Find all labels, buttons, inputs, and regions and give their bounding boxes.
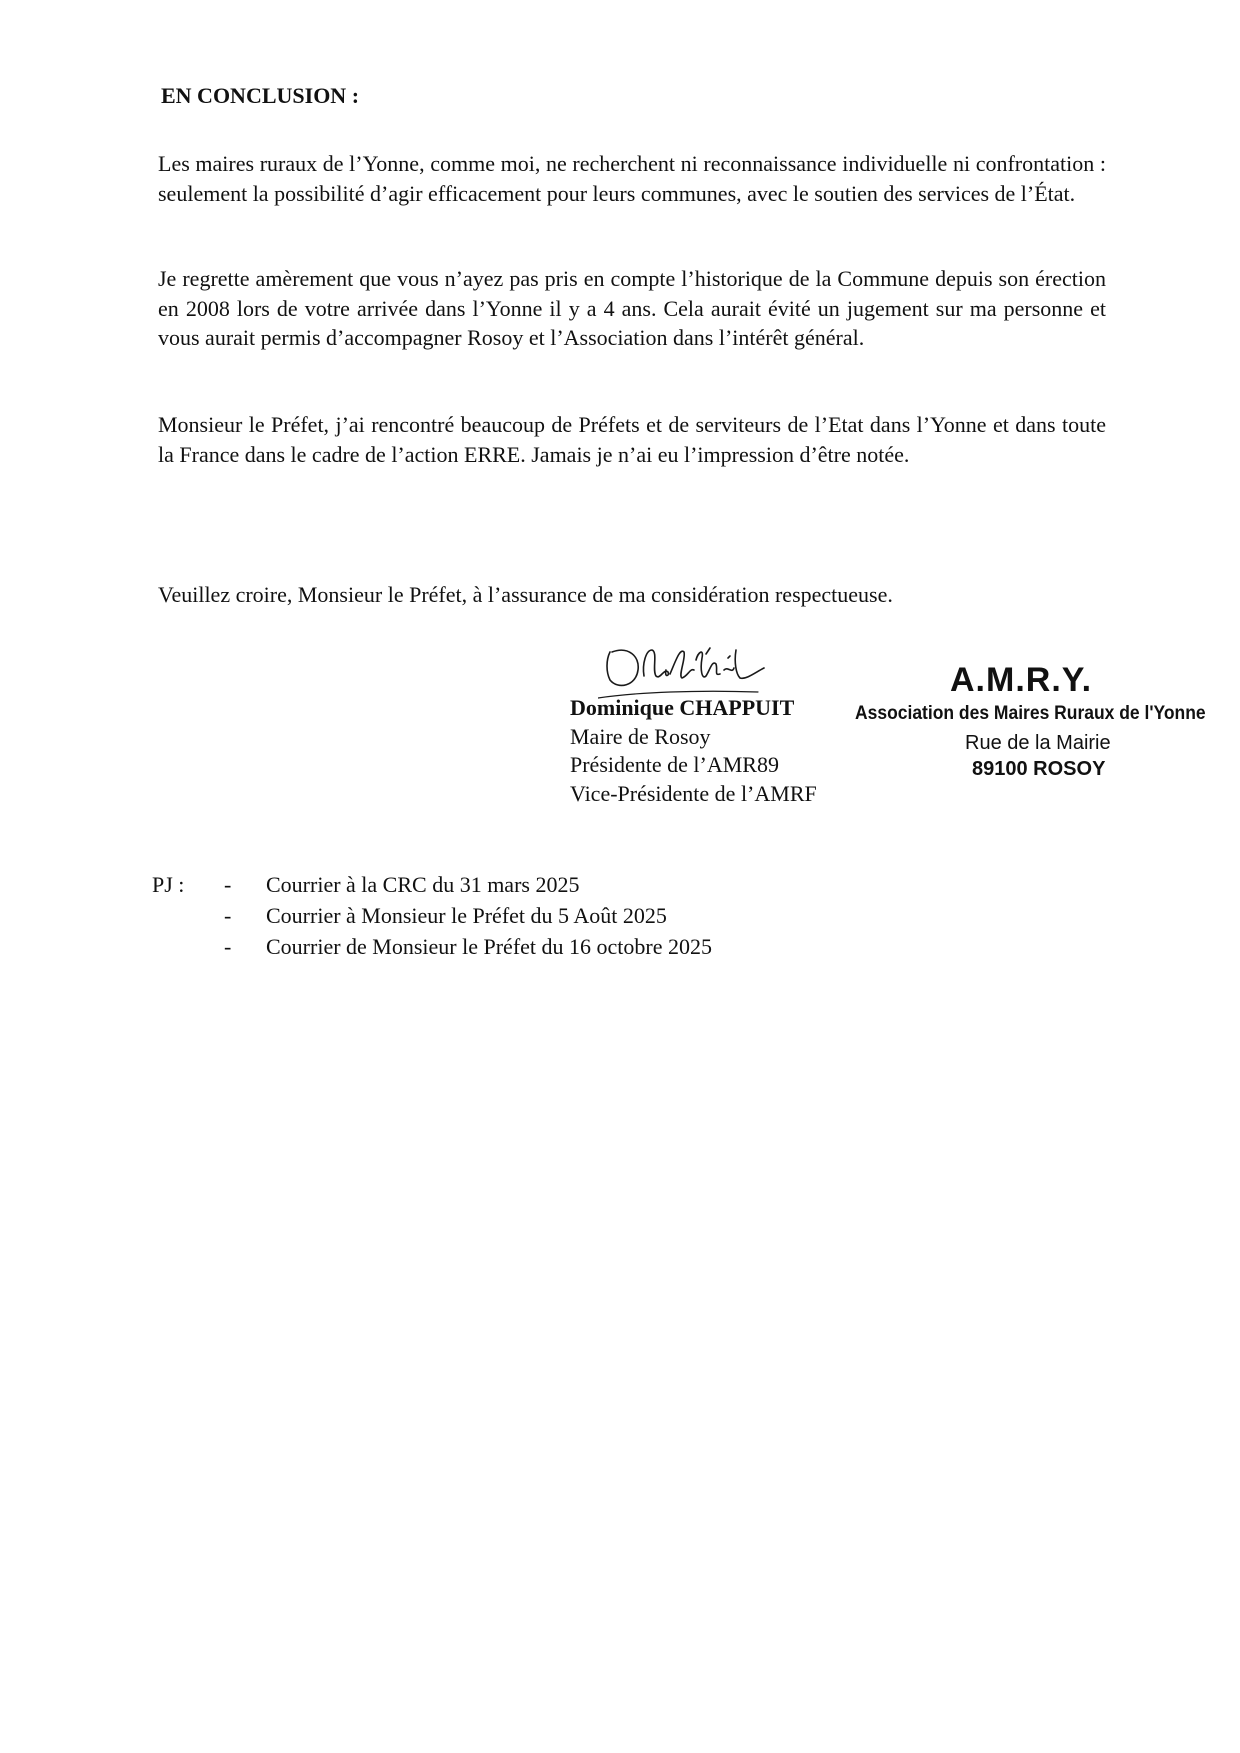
attachment-bullet: - (224, 903, 232, 928)
signer-role-vice-president: Vice-Présidente de l’AMRF (570, 780, 817, 806)
signer-role-president: Présidente de l’AMR89 (570, 752, 779, 777)
paragraph-regret: Je regrette amèrement que vous n’ayez pas pris en compte l’historique de la Commune depuis son érection en 2008 lors de votre arrivée dans l’Yonne il y a 4 ans. Cela aurait évité un jugement sur ma personne et vous aurait permis d’accompagner Rosoy et l’Association dans l’intérêt général. (158, 266, 1106, 350)
closing-formula: Veuillez croire, Monsieur le Préfet, à l’assurance de ma considération respectueuse. (158, 582, 893, 607)
signer-block (570, 694, 817, 808)
attachment-item (224, 931, 944, 962)
stamp-association-name: Association des Maires Ruraux de l'Yonne (855, 703, 1206, 724)
paragraph-rural-mayors: Les maires ruraux de l’Yonne, comme moi, ne recherchent ni reconnaissance individuelle ni confrontation : seulement la possibilité d’agir efficacement pour leurs communes, avec le soutien des services de l’État. (158, 151, 1106, 206)
association-stamp (855, 660, 1240, 790)
conclusion-heading: EN CONCLUSION : (161, 83, 360, 108)
stamp-city: 89100 ROSOY (972, 758, 1106, 780)
attachment-bullet: - (224, 934, 232, 959)
paragraph-prefects: Monsieur le Préfet, j’ai rencontré beaucoup de Préfets et de serviteurs de l’Etat dans l’Yonne et dans toute la France dans le cadre de l’action ERRE. Jamais je n’ai eu l’impression d’être notée. (158, 412, 1106, 467)
attachment-item (224, 869, 944, 900)
stamp-title: A.M.R.Y. (950, 661, 1093, 699)
signer-name: Dominique CHAPPUIT (570, 695, 795, 720)
handwritten-signature (598, 630, 798, 702)
attachment-text: Courrier à Monsieur le Préfet du 5 Août 2025 (266, 903, 667, 928)
attachment-text: Courrier à la CRC du 31 mars 2025 (266, 872, 580, 897)
attachments-list (224, 869, 944, 962)
attachment-text: Courrier de Monsieur le Préfet du 16 octobre 2025 (266, 934, 712, 959)
attachment-bullet: - (224, 872, 232, 897)
stamp-street: Rue de la Mairie (965, 732, 1111, 754)
attachment-item (224, 900, 944, 931)
attachments-label: PJ : (152, 872, 185, 897)
signer-role-mayor: Maire de Rosoy (570, 723, 711, 749)
